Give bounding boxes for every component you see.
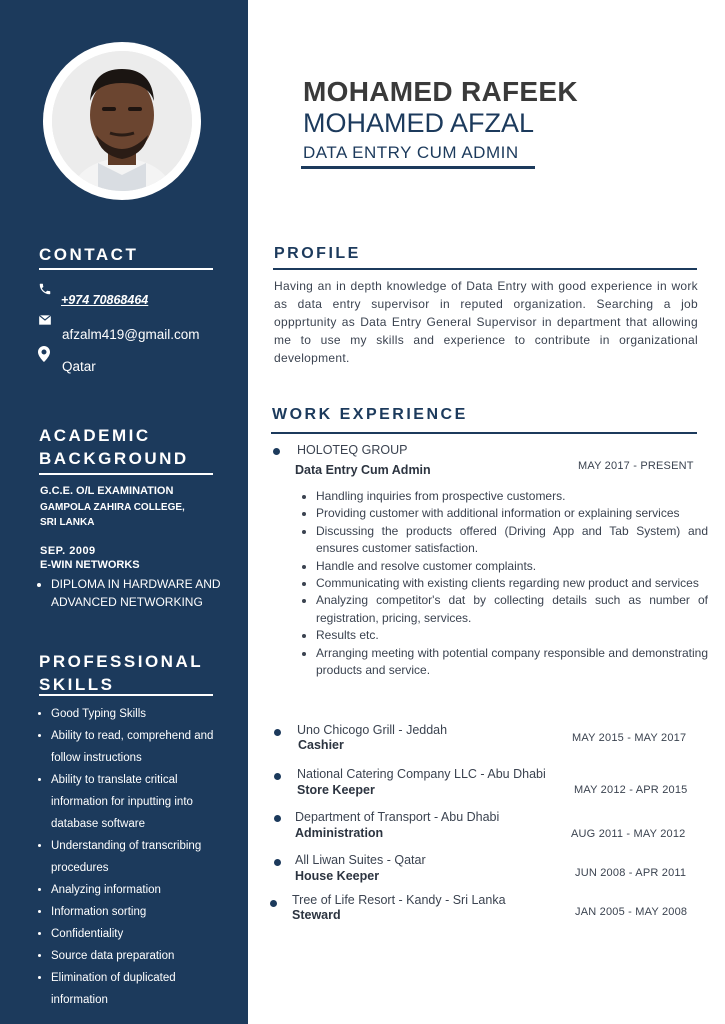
academic-heading xyxy=(39,424,189,470)
email-text[interactable]: afzalm419@gmail.com xyxy=(62,327,200,342)
job-bullet xyxy=(274,773,281,780)
duty-item: • Discussing the products offered (Driving App and Tab System) and ensures customer satisfaction. xyxy=(316,523,708,558)
job-title: House Keeper xyxy=(295,869,380,883)
job-dates: JUN 2008 - APR 2011 xyxy=(575,867,687,879)
job-dates: MAY 2017 - PRESENT xyxy=(578,460,694,472)
skills-list xyxy=(34,703,229,1011)
skills-heading-line1: PROFESSIONAL xyxy=(39,652,204,671)
skills-heading xyxy=(39,650,203,696)
exam-name: G.C.E. O/L EXAMINATION xyxy=(40,485,174,497)
profile-photo-frame xyxy=(43,42,201,200)
job-duties-list xyxy=(298,488,708,679)
phone-icon xyxy=(38,282,52,296)
job-bullet xyxy=(274,815,281,822)
name-line-1: MOHAMED RAFEEK xyxy=(303,76,578,107)
location-text: Qatar xyxy=(62,359,96,374)
job-company: Tree of Life Resort - Kandy - Sri Lanka xyxy=(292,893,506,907)
duty-item: • Handling inquiries from prospective customers. xyxy=(316,488,708,505)
experience-divider xyxy=(271,432,697,434)
name-line-2: MOHAMED AFZAL xyxy=(303,108,535,138)
sidebar xyxy=(0,0,248,1024)
skill-item: • Source data preparation xyxy=(51,945,229,967)
skill-item: • Information sorting xyxy=(51,901,229,923)
profile-photo xyxy=(52,51,192,191)
education-date: SEP. 2009 xyxy=(40,545,96,557)
academic-heading-line1: ACADEMIC xyxy=(39,426,151,445)
envelope-icon xyxy=(38,314,52,328)
job-dates: MAY 2012 - APR 2015 xyxy=(574,784,688,796)
job-dates: MAY 2015 - MAY 2017 xyxy=(572,732,687,744)
skill-item: • Elimination of duplicated information xyxy=(51,967,229,1011)
skills-divider xyxy=(39,694,213,696)
duty-item: • Providing customer with additional information or explaining services xyxy=(316,505,708,522)
duty-item: • Handle and resolve customer complaints. xyxy=(316,558,708,575)
job-company: All Liwan Suites - Qatar xyxy=(295,853,426,867)
job-role: DATA ENTRY CUM ADMIN xyxy=(303,143,519,162)
school-country: SRI LANKA xyxy=(40,517,95,528)
contact-divider xyxy=(39,268,213,270)
role-underline xyxy=(301,166,535,169)
job-title: Steward xyxy=(292,908,341,922)
duty-item: • Analyzing competitor's dat by collecting details such as number of registration, pricing, services. xyxy=(316,592,708,627)
skill-item: • Good Typing Skills xyxy=(51,703,229,725)
contact-heading: CONTACT xyxy=(39,245,139,264)
job-title: Cashier xyxy=(298,738,344,752)
skill-item: • Confidentiality xyxy=(51,923,229,945)
job-company: HOLOTEQ GROUP xyxy=(297,443,408,457)
academic-heading-line2: BACKGROUND xyxy=(39,449,189,468)
skill-item: • Understanding of transcribing procedures xyxy=(51,835,229,879)
job-company: National Catering Company LLC - Abu Dhabi xyxy=(297,767,546,781)
school-name: GAMPOLA ZAHIRA COLLEGE, xyxy=(40,502,185,513)
skill-item: • Analyzing information xyxy=(51,879,229,901)
job-bullet xyxy=(274,859,281,866)
job-dates: JAN 2005 - MAY 2008 xyxy=(575,906,688,918)
job-bullet xyxy=(274,729,281,736)
diploma-item: • DIPLOMA IN HARDWARE AND ADVANCED NETWORKING xyxy=(51,575,221,611)
job-bullet xyxy=(270,900,277,907)
profile-text: Having an in depth knowledge of Data Entry with good experience in work as data entry supervisor in reputed organization. Searching a job oppprtunity as Data Entry General Supervisor in department that allowing me to use my skills and experience to contribute in organizational development. xyxy=(274,279,698,365)
skill-item: • Ability to read, comprehend and follow instructions xyxy=(51,725,229,769)
contact-email xyxy=(38,314,200,342)
duty-item: • Results etc. xyxy=(316,627,708,644)
job-bullet xyxy=(273,448,280,455)
experience-heading: WORK EXPERIENCE xyxy=(272,406,468,423)
map-pin-icon xyxy=(38,346,52,360)
academic-divider xyxy=(39,473,213,475)
duty-item: • Communicating with existing clients regarding new product and services xyxy=(316,575,708,592)
job-title: Administration xyxy=(295,826,384,840)
job-title: Data Entry Cum Admin xyxy=(295,463,431,477)
job-company: Department of Transport - Abu Dhabi xyxy=(295,810,500,824)
phone-link[interactable]: +974 70868464 xyxy=(61,293,149,307)
profile-heading: PROFILE xyxy=(274,245,361,262)
skills-heading-line2: SKILLS xyxy=(39,675,115,694)
profile-divider xyxy=(273,268,697,270)
skill-item: • Ability to translate critical information for inputting into database software xyxy=(51,769,229,835)
job-dates: AUG 2011 - MAY 2012 xyxy=(571,828,686,840)
job-title: Store Keeper xyxy=(297,783,375,797)
institute-name: E-WIN NETWORKS xyxy=(40,559,140,571)
contact-location xyxy=(38,346,96,374)
duty-item: • Arranging meeting with potential company responsible and demonstrating products and service. xyxy=(316,645,708,680)
diploma-list xyxy=(34,575,221,611)
contact-phone xyxy=(38,282,148,307)
job-company: Uno Chicogo Grill - Jeddah xyxy=(297,723,448,737)
